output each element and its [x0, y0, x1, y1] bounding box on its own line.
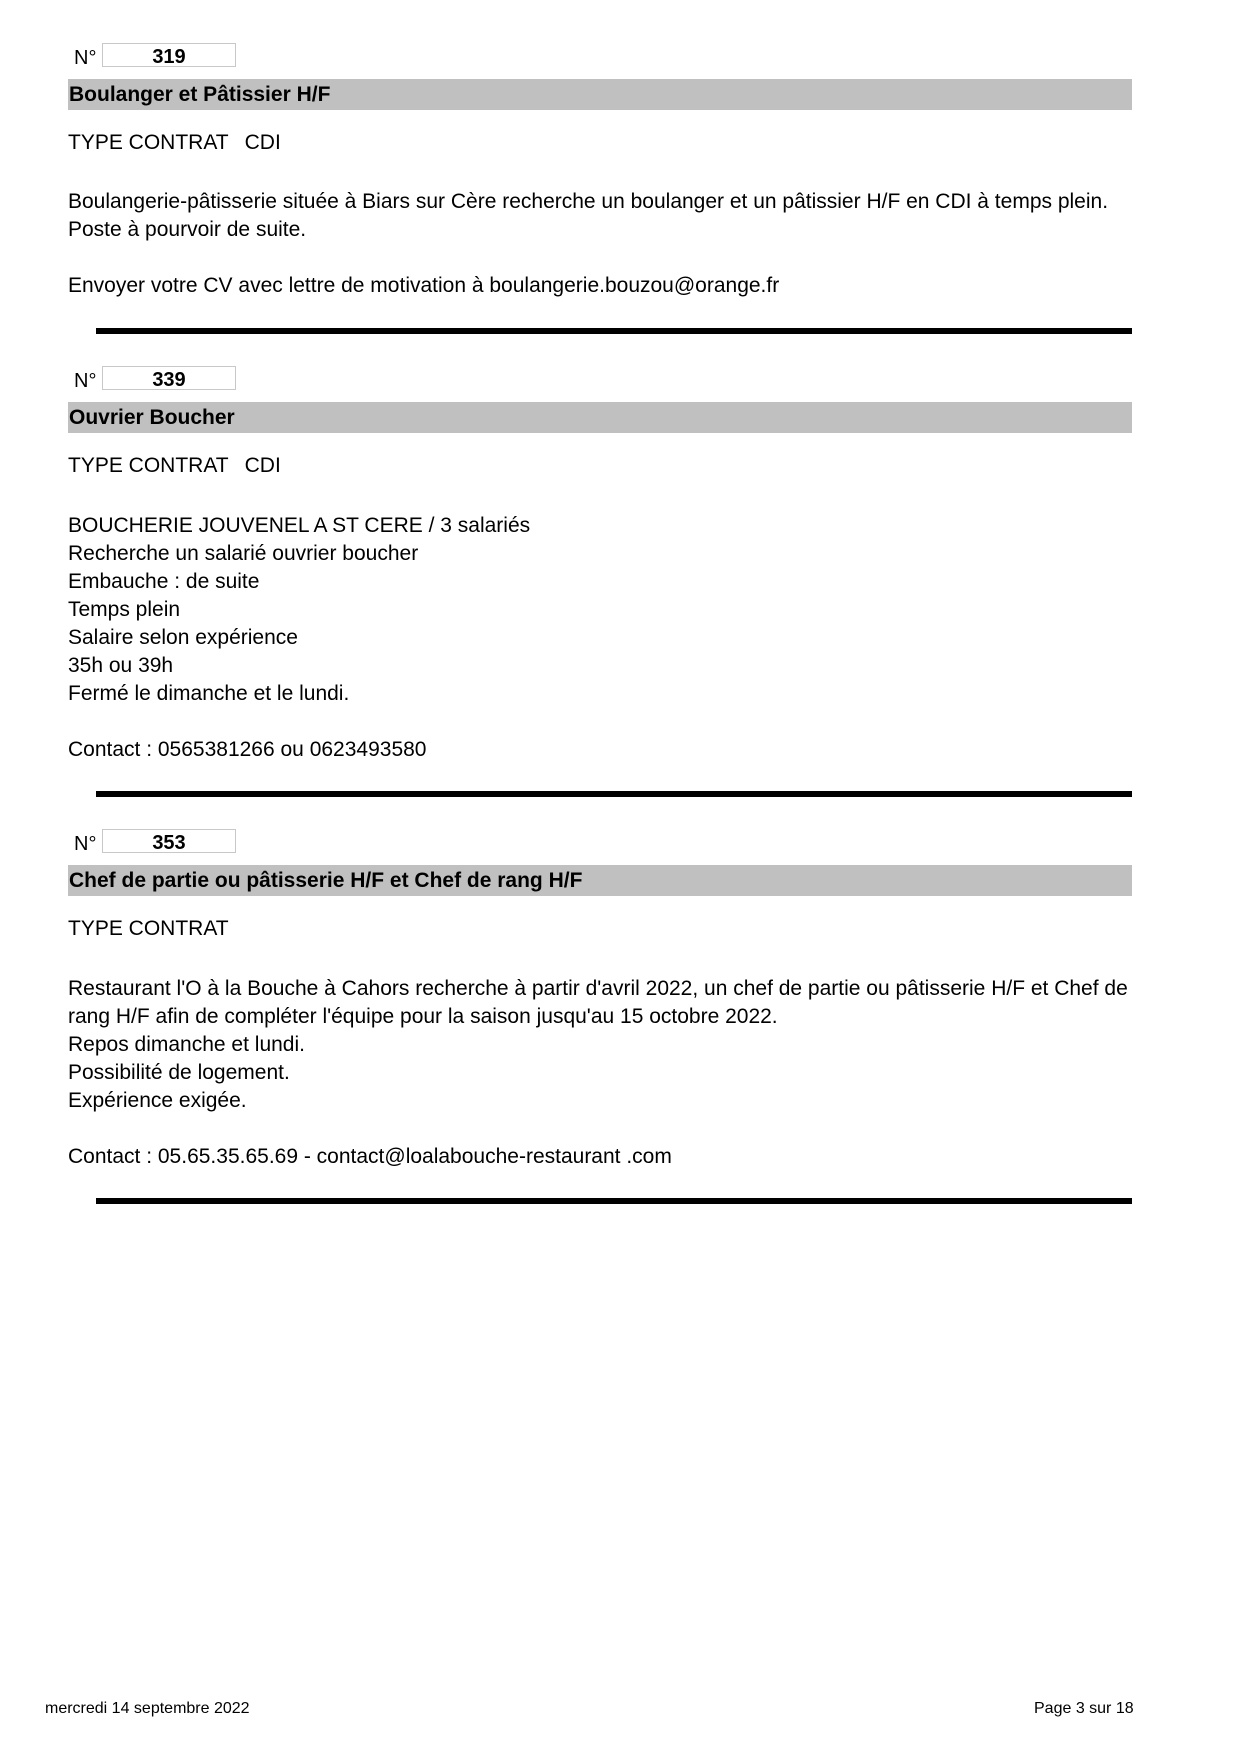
offer-title: Chef de partie ou pâtisserie H/F et Chef de rang H/F — [68, 865, 1132, 896]
separator-line — [96, 1198, 1132, 1204]
description-line: Possibilité de logement. — [68, 1061, 290, 1084]
contract-type — [68, 917, 245, 941]
offer-number-label: N° — [74, 833, 97, 855]
description-line: Expérience exigée. — [68, 1089, 247, 1112]
contract-type-label: TYPE CONTRAT — [68, 454, 229, 477]
offer-number: 353 — [102, 829, 236, 853]
contract-type-value: CDI — [244, 454, 281, 477]
description-line: Boulangerie-pâtisserie située à Biars sur Cère recherche un boulanger et un pâtissier H/F en CDI à temps plein. — [68, 190, 1109, 213]
contract-type — [68, 131, 281, 155]
offer-description — [68, 512, 1143, 764]
offer-number-label: N° — [74, 370, 97, 392]
description-line — [68, 708, 1143, 736]
description-line: Temps plein — [68, 598, 181, 621]
description-line: 35h ou 39h — [68, 654, 174, 677]
offer-title: Ouvrier Boucher — [68, 402, 1132, 433]
offer-number: 339 — [102, 366, 236, 390]
description-line: Fermé le dimanche et le lundi. — [68, 682, 350, 705]
offer-number-label: N° — [74, 47, 97, 69]
description-line: BOUCHERIE JOUVENEL A ST CERE / 3 salariés — [68, 514, 531, 537]
description-line: Contact : 0565381266 ou 0623493580 — [68, 738, 427, 761]
offer-description — [68, 975, 1143, 1171]
description-line: Repos dimanche et lundi. — [68, 1033, 305, 1056]
footer-date: mercredi 14 septembre 2022 — [45, 1700, 250, 1717]
description-line — [68, 244, 1143, 272]
description-line: Embauche : de suite — [68, 570, 260, 593]
contract-type-label: TYPE CONTRAT — [68, 131, 229, 154]
separator-line — [96, 328, 1132, 334]
contract-type-value: CDI — [244, 131, 281, 154]
description-line: Contact : 05.65.35.65.69 - contact@loalabouche-restaurant .com — [68, 1145, 672, 1168]
description-line: Recherche un salarié ouvrier boucher — [68, 542, 419, 565]
offer-title: Boulanger et Pâtissier H/F — [68, 79, 1132, 110]
description-line: Poste à pourvoir de suite. — [68, 218, 307, 241]
description-line: rang H/F afin de compléter l'équipe pour la saison jusqu'au 15 octobre 2022. — [68, 1005, 778, 1028]
footer-page-number: Page 3 sur 18 — [1034, 1700, 1134, 1717]
offer-number: 319 — [102, 43, 236, 67]
contract-type — [68, 454, 281, 478]
separator-line — [96, 791, 1132, 797]
offer-description — [68, 188, 1143, 300]
description-line: Restaurant l'O à la Bouche à Cahors recherche à partir d'avril 2022, un chef de partie ou pâtisserie H/F et Chef de — [68, 977, 1128, 1000]
description-line: Envoyer votre CV avec lettre de motivation à boulangerie.bouzou@orange.fr — [68, 274, 780, 297]
contract-type-label: TYPE CONTRAT — [68, 917, 229, 940]
description-line — [68, 1115, 1143, 1143]
description-line: Salaire selon expérience — [68, 626, 298, 649]
